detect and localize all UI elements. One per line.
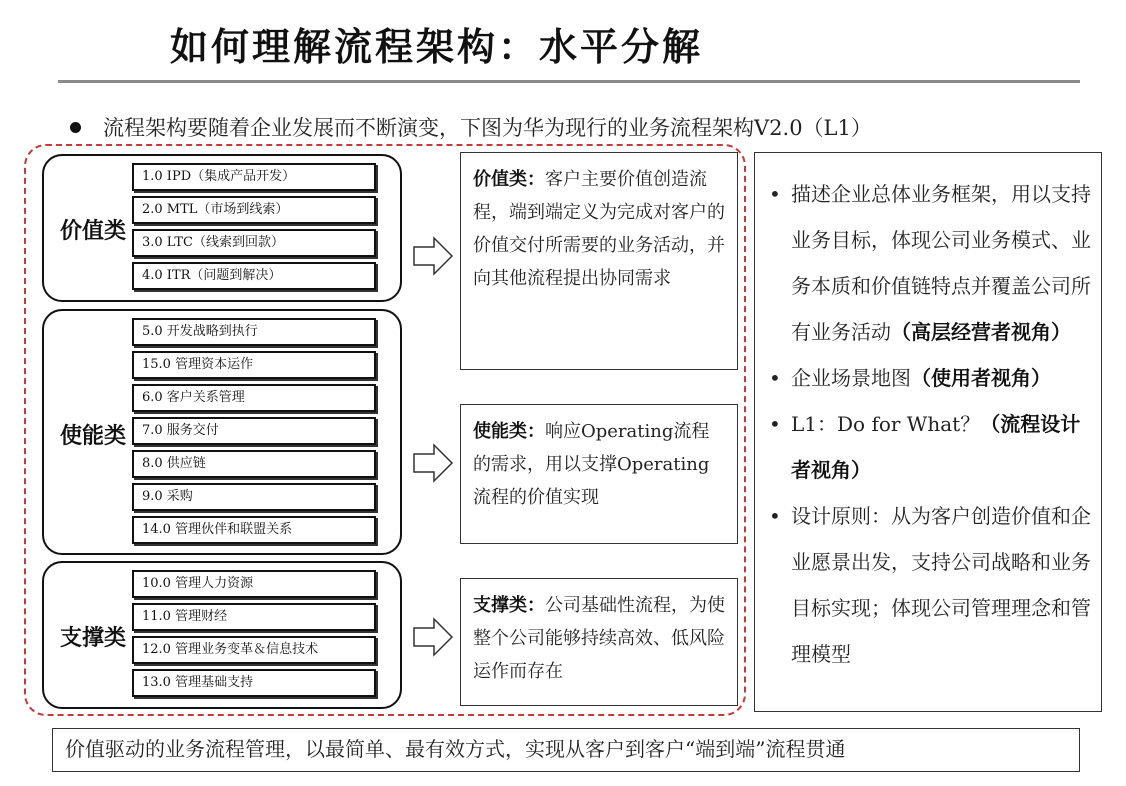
group-label-enabling: 使能类 [60,424,127,449]
principle-emphasis: （高层经营者视角） [891,320,1071,344]
bullet-dot-icon: • [769,182,781,206]
group-label-value: 价值类 [60,219,127,244]
intro-bullet [70,112,872,142]
process-item: 8.0 供应链 [132,450,376,478]
principle-emphasis: （使用者视角） [911,366,1051,390]
bullet-dot-icon: • [769,366,781,390]
process-item: 6.0 客户关系管理 [132,384,376,412]
title-divider [58,80,1080,83]
principle-text: L1：Do for What？ [791,412,981,436]
arrow-right-icon [412,443,454,483]
principle-text: 设计原则：从为客户创造价值和企业愿景出发，支持公司战略和业务目标实现；体现公司管理理念和管理模型 [791,504,1091,666]
bottom-summary: 价值驱动的业务流程管理，以最简单、最有效方式，实现从客户到客户“端到端”流程贯通 [52,728,1080,772]
process-item: 10.0 管理人力资源 [132,570,376,598]
desc-body: 公司基础性流程，为使整个公司能够持续高效、低风险运作而存在 [473,595,725,682]
desc-value [460,152,738,370]
process-item: 7.0 服务交付 [132,417,376,445]
arrow-right-icon [412,236,454,276]
process-item: 13.0 管理基础支持 [132,669,376,697]
process-item: 15.0 管理资本运作 [132,351,376,379]
process-item: 11.0 管理财经 [132,603,376,631]
process-item: 14.0 管理伙伴和联盟关系 [132,516,376,544]
group-support [42,561,402,709]
desc-head: 价值类： [473,169,545,190]
bullet-dot-icon: • [769,504,781,528]
desc-support [460,578,738,706]
process-item: 12.0 管理业务变革＆信息技术 [132,636,376,664]
desc-body: 客户主要价值创造流程，端到端定义为完成对客户的价值交付所需要的业务活动，并向其他流程提出协同需求 [473,169,725,289]
desc-body: 响应Operating流程的需求，用以支撑Operating流程的价值实现 [473,421,710,508]
principle-text: 描述企业总体业务框架，用以支持业务目标，体现公司业务模式、业务本质和价值链特点并覆盖公司所有业务活动 [791,182,1091,344]
principle-item [769,401,1091,493]
process-item: 3.0 LTC（线索到回款） [132,229,376,257]
principle-emphasis: （流程设计者视角） [791,412,1081,482]
principle-item [769,355,1091,401]
desc-head: 支撑类： [473,595,545,616]
intro-text: 流程架构要随着企业发展而不断演变，下图为华为现行的业务流程架构V2.0（L1） [103,116,872,140]
process-item: 4.0 ITR（问题到解决） [132,262,376,290]
group-value [42,154,402,302]
principle-text: 企业场景地图 [791,366,911,390]
principles-box [754,152,1102,712]
principle-item [769,171,1091,355]
bullet-dot-icon [70,122,81,133]
page-title: 如何理解流程架构：水平分解 [170,25,704,69]
bullet-dot-icon: • [769,412,781,436]
group-enabling [42,309,402,555]
arrow-right-icon [412,617,454,657]
desc-enabling [460,404,738,544]
process-item: 5.0 开发战略到执行 [132,318,376,346]
desc-head: 使能类： [473,421,545,442]
group-label-support: 支撑类 [60,626,127,651]
principle-item [769,493,1091,677]
process-item: 2.0 MTL（市场到线索） [132,196,376,224]
process-item: 9.0 采购 [132,483,376,511]
process-item: 1.0 IPD（集成产品开发） [132,163,376,191]
